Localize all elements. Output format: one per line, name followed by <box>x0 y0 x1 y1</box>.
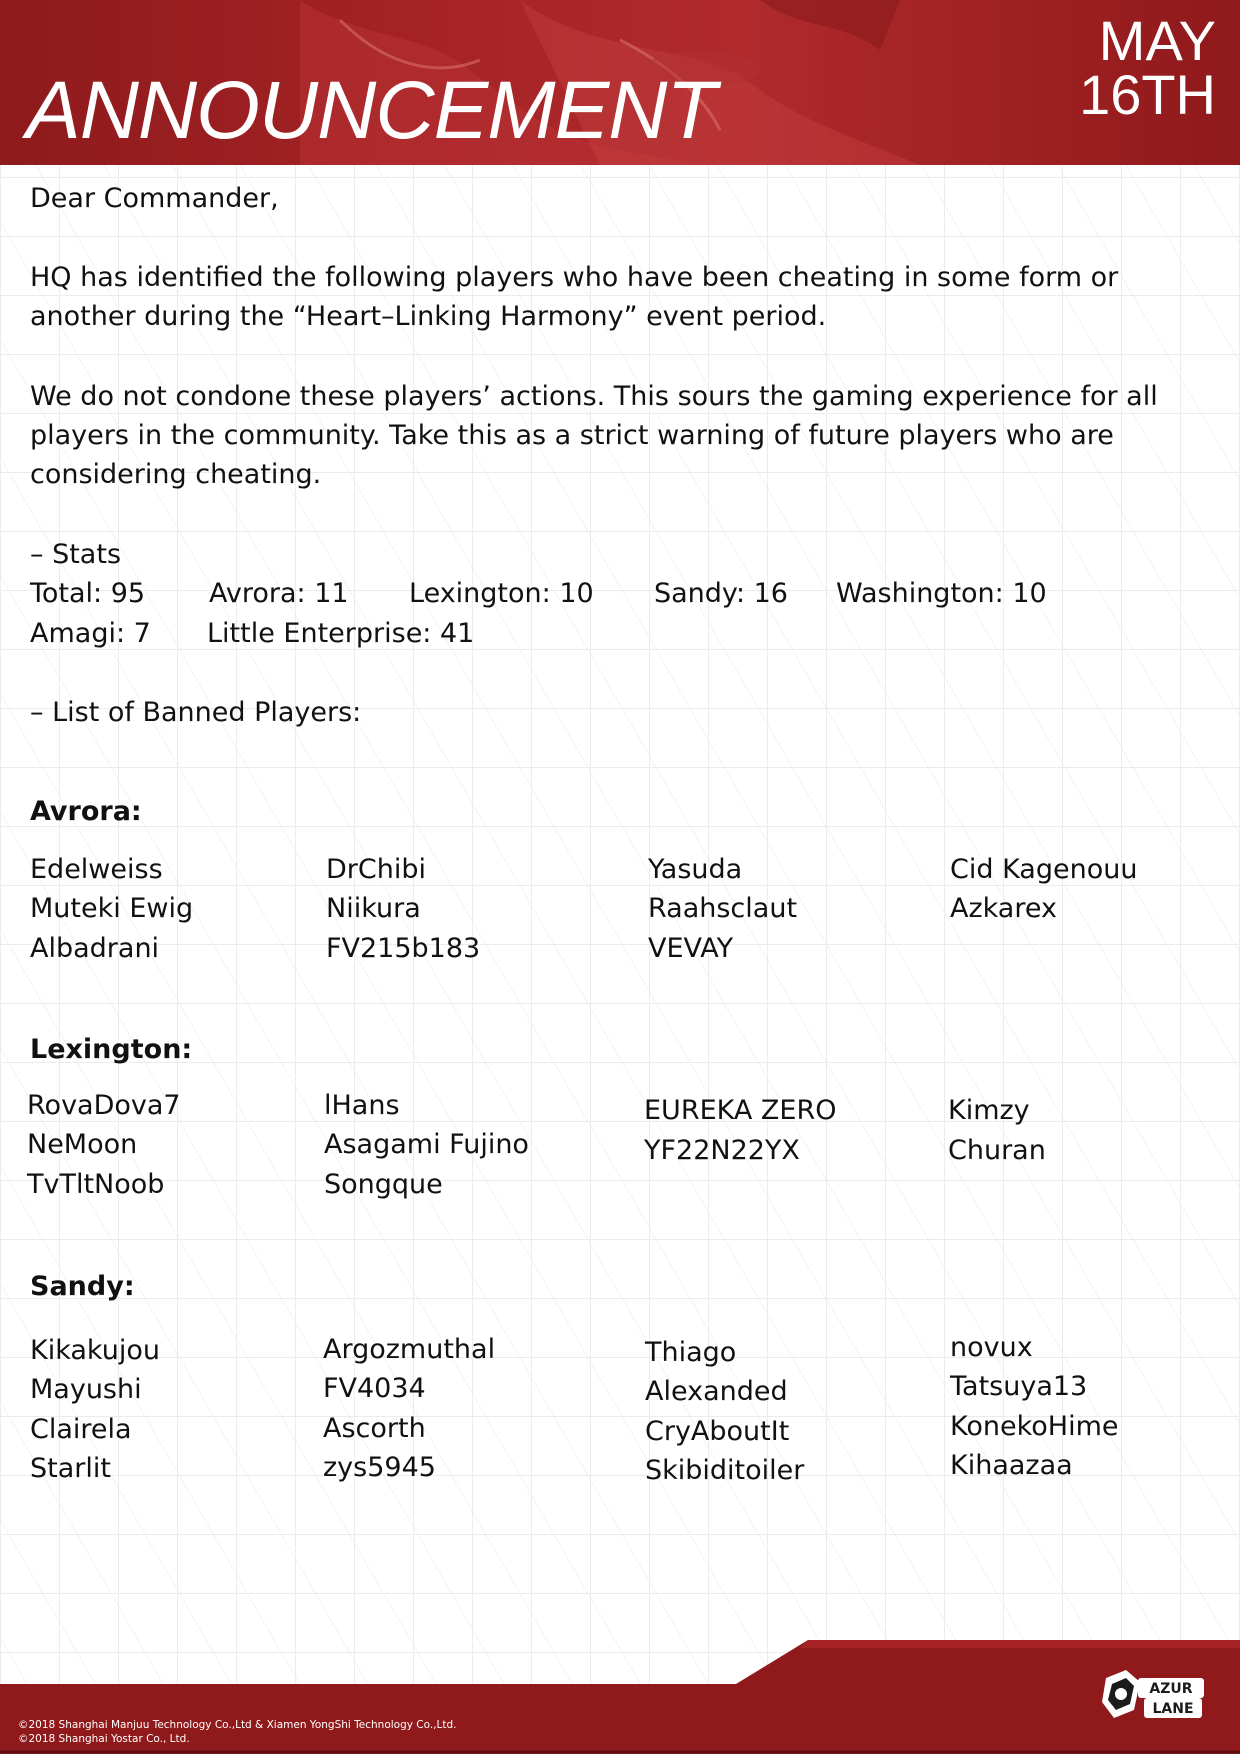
player-name: Niikura <box>326 893 421 924</box>
stat-avrora: Avrora: 11 <box>209 578 349 609</box>
player-name: Skibiditoiler <box>645 1455 805 1486</box>
player-name: novux <box>950 1332 1033 1363</box>
stat-lexington: Lexington: 10 <box>409 578 594 609</box>
player-name: Songque <box>324 1169 443 1200</box>
azur-lane-logo-icon <box>1100 1666 1210 1726</box>
player-name: DrChibi <box>326 854 426 885</box>
player-name: Cid Kagenouu <box>950 854 1138 885</box>
player-name: Ascorth <box>323 1413 426 1444</box>
player-name: Albadrani <box>30 933 160 964</box>
banned-list-heading: – List of Banned Players: <box>30 697 362 728</box>
svg-text:LANE: LANE <box>1152 1701 1194 1717</box>
player-name: Kikakujou <box>30 1335 160 1366</box>
player-name: EUREKA ZERO <box>644 1095 837 1126</box>
player-name: RovaDova7 <box>27 1090 181 1121</box>
stat-total: Total: 95 <box>30 578 146 609</box>
stat-little-enterprise: Little Enterprise: 41 <box>207 618 475 649</box>
greeting: Dear Commander, <box>30 183 279 214</box>
footer-band <box>0 1634 1240 1754</box>
player-name: Tatsuya13 <box>950 1371 1088 1402</box>
player-name: Thiago <box>645 1337 737 1368</box>
date-stamp <box>1079 9 1216 126</box>
player-name: Asagami Fujino <box>324 1129 529 1160</box>
copyright-line-2: ©2018 Shanghai Yostar Co., Ltd. <box>18 1733 190 1745</box>
player-name: Kimzy <box>948 1095 1030 1126</box>
stat-washington: Washington: 10 <box>836 578 1047 609</box>
date-month: MAY <box>1098 9 1216 72</box>
player-name: Raahsclaut <box>648 893 798 924</box>
date-day: 16TH <box>1079 63 1216 126</box>
group-title-lexington: Lexington: <box>30 1034 193 1065</box>
page-title: ANNOUNCEMENT <box>26 65 716 156</box>
paragraph-identified: HQ has identified the following players who have been cheating in some form or another during the “Heart–Linking Harmony” event period. <box>30 262 1119 332</box>
player-name: TvTltNoob <box>27 1169 165 1200</box>
player-name: KonekoHime <box>950 1411 1119 1442</box>
stat-sandy: Sandy: 16 <box>654 578 788 609</box>
player-name: Kihaazaa <box>950 1450 1073 1481</box>
stats-heading: – Stats <box>30 539 122 570</box>
copyright-line-1: ©2018 Shanghai Manjuu Technology Co.,Ltd & Xiamen YongShi Technology Co.,Ltd. <box>18 1719 457 1731</box>
player-name: Yasuda <box>648 854 743 885</box>
group-title-sandy: Sandy: <box>30 1271 135 1302</box>
svg-text:AZUR: AZUR <box>1149 1681 1193 1697</box>
player-name: FV4034 <box>323 1373 426 1404</box>
header-banner <box>0 0 1240 165</box>
player-name: zys5945 <box>323 1452 436 1483</box>
player-name: FV215b183 <box>326 933 481 964</box>
player-name: Churan <box>948 1135 1046 1166</box>
player-name: Mayushi <box>30 1374 142 1405</box>
player-name: lHans <box>324 1090 400 1121</box>
player-name: Clairela <box>30 1414 132 1445</box>
paragraph-warning: We do not condone these players’ actions. This sours the gaming experience for all players in the community. Take this as a strict warning of future players who are considering cheating. <box>30 381 1158 490</box>
stat-amagi: Amagi: 7 <box>30 618 151 649</box>
group-title-avrora: Avrora: <box>30 796 142 827</box>
player-name: NeMoon <box>27 1129 138 1160</box>
player-name: Azkarex <box>950 893 1057 924</box>
player-name: Edelweiss <box>30 854 163 885</box>
player-name: VEVAY <box>648 933 734 964</box>
player-name: Starlit <box>30 1453 111 1484</box>
player-name: Argozmuthal <box>323 1334 496 1365</box>
player-name: YF22N22YX <box>644 1135 800 1166</box>
player-name: Muteki Ewig <box>30 893 194 924</box>
player-name: CryAboutIt <box>645 1416 790 1447</box>
player-name: Alexanded <box>645 1376 788 1407</box>
